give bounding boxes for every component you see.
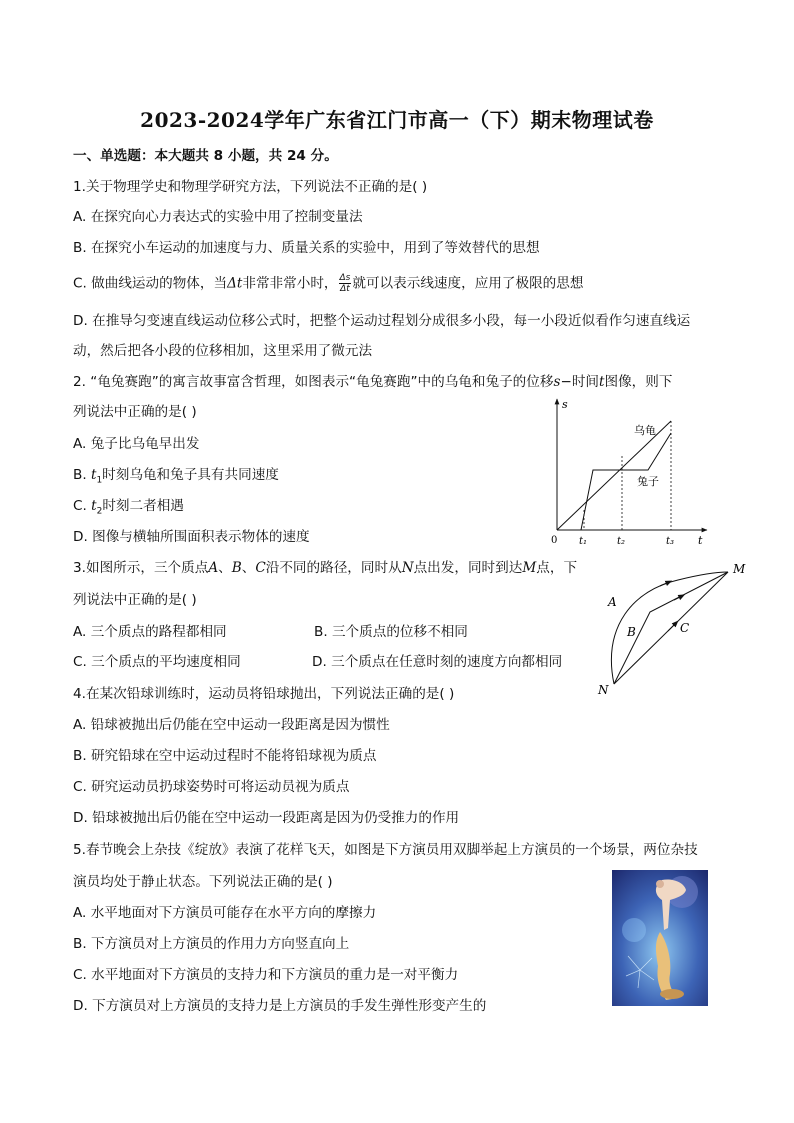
- q2-option-a: A. 兔子比乌龟早出发: [73, 436, 200, 452]
- q3-stem-sep1: 、: [218, 560, 232, 576]
- label-N: N: [598, 683, 609, 696]
- acrobat-photo: [612, 870, 708, 1006]
- q3-stem-N: N: [401, 560, 414, 576]
- path-b-arrow: [674, 596, 682, 600]
- q3-stem-sep2: 、: [241, 560, 256, 576]
- graph-x-label: t: [698, 534, 703, 547]
- q4-option-b: B. 研究铅球在空中运动过程时不能将铅球视为质点: [73, 748, 377, 764]
- q3-stem-line1: [73, 558, 577, 578]
- q3-stem-A: A: [208, 560, 219, 576]
- q3-stem-mid2: 点出发，同时到达: [413, 560, 523, 576]
- q2-stem-t: t: [599, 374, 605, 390]
- q1-option-d-line2: 动，然后把各小段的位移相加，这里采用了微元法: [73, 343, 373, 359]
- q2-option-d: D. 图像与横轴所围面积表示物体的速度: [73, 529, 310, 545]
- q5-option-c: C. 水平地面对下方演员的支持力和下方演员的重力是一对平衡力: [73, 967, 459, 983]
- q1-option-d-line1: D. 在推导匀变速直线运动位移公式时，把整个运动过程划分成很多小段，每一小段近似看作匀速直线运: [73, 313, 691, 329]
- q3-option-c: C. 三个质点的平均速度相同: [73, 654, 241, 670]
- q2-c-var: t: [91, 498, 97, 514]
- q2-stem-line2: 列说法中正确的是( ): [73, 404, 197, 420]
- q1-c-fraction: [339, 273, 352, 294]
- label-A: A: [608, 595, 617, 609]
- q1-c-post: 就可以表示线速度，应用了极限的思想: [352, 275, 584, 292]
- q2-c-pre: C.: [73, 498, 92, 514]
- exam-title: 2023-2024学年广东省江门市高一（下）期末物理试卷: [140, 108, 654, 132]
- q3-stem-line2: 列说法中正确的是( ): [73, 592, 197, 608]
- q3-stem-post: 点，下: [536, 560, 578, 576]
- q5-stem-line2: 演员均处于静止状态。下列说法正确的是( ): [73, 874, 333, 890]
- label-C: C: [680, 621, 690, 635]
- q3-option-b: B. 三个质点的位移不相同: [314, 624, 468, 640]
- q1-option-c: [73, 273, 583, 294]
- q5-option-b: B. 下方演员对上方演员的作用力方向竖直向上: [73, 936, 350, 952]
- path-a-arrow: [660, 582, 669, 586]
- q2-option-c: [73, 496, 184, 522]
- q2-stem-pre: 2. “龟兔赛跑”的寓言故事富含哲理，如图表示“龟兔赛跑”中的乌龟和兔子的位移: [73, 374, 554, 390]
- q4-stem: 4.在某次铅球训练时，运动员将铅球抛出，下列说法正确的是( ): [73, 686, 455, 702]
- q1-c-delta: Δt: [227, 275, 243, 292]
- t3-label: t₃: [666, 536, 675, 547]
- q3-stem-mid: 沿不同的路径，同时从: [265, 560, 402, 576]
- turtle-label: 乌龟: [634, 424, 656, 437]
- graph-origin: 0: [551, 535, 558, 546]
- q3-path-diagram: [594, 556, 754, 696]
- q4-option-a: A. 铅球被抛出后仍能在空中运动一段距离是因为惯性: [73, 717, 390, 733]
- graph-y-label: s: [562, 398, 568, 411]
- rabbit-label: 兔子: [637, 475, 659, 488]
- q2-st-graph: [545, 395, 715, 550]
- q1-c-mid: 非常非常小时，: [242, 275, 338, 292]
- q1-option-b: B. 在探究小车运动的加速度与力、质量关系的实验中，用到了等效替代的思想: [73, 240, 540, 256]
- q1-c-numerator: Δs: [339, 273, 351, 283]
- q4-option-c: C. 研究运动员扔球姿势时可将运动员视为质点: [73, 779, 350, 795]
- q3-option-a: A. 三个质点的路程都相同: [73, 624, 227, 640]
- t2-label: t₂: [617, 536, 626, 547]
- q3-stem-C: C: [255, 560, 266, 576]
- q5-stem-line1: 5.春节晚会上杂技《绽放》表演了花样飞天，如图是下方演员用双脚举起上方演员的一个场景，两位杂技: [73, 842, 698, 858]
- t1-label: t₁: [579, 536, 588, 547]
- q1-c-denominator: Δt: [340, 284, 350, 294]
- label-B: B: [627, 625, 636, 639]
- q3-stem-B: B: [231, 560, 242, 576]
- q3-stem-M: M: [522, 560, 537, 576]
- q2-stem-mid: −时间: [560, 374, 600, 390]
- q2-b-post: 时刻乌龟和兔子具有共同速度: [102, 467, 279, 483]
- q2-option-b: [73, 465, 279, 491]
- q2-stem-post: 图像，则下: [604, 374, 673, 390]
- q1-stem: 1.关于物理学史和物理学研究方法，下列说法不正确的是( ): [73, 179, 428, 195]
- q2-b-sub: 1: [96, 475, 103, 486]
- q2-c-post: 时刻二者相遇: [102, 498, 184, 514]
- q2-b-var: t: [90, 467, 97, 483]
- q1-c-pre: C. 做曲线运动的物体，当: [73, 275, 228, 292]
- q2-c-sub: 2: [96, 506, 103, 517]
- q4-option-d: D. 铅球被抛出后仍能在空中运动一段距离是因为仍受推力的作用: [73, 810, 460, 826]
- q2-b-pre: B.: [73, 467, 91, 483]
- q3-stem-pre: 3.如图所示，三个质点: [73, 560, 209, 576]
- q3-option-d: D. 三个质点在任意时刻的速度方向都相同: [312, 654, 563, 670]
- q1-option-a: A. 在探究向心力表达式的实验中用了控制变量法: [73, 209, 363, 225]
- label-M: M: [733, 562, 746, 576]
- q2-stem-s: s: [553, 374, 561, 390]
- q5-option-d: D. 下方演员对上方演员的支持力是上方演员的手发生弹性形变产生的: [73, 998, 487, 1014]
- q5-option-a: A. 水平地面对下方演员可能存在水平方向的摩擦力: [73, 905, 377, 921]
- section-heading: 一、单选题：本大题共 8 小题，共 24 分。: [73, 148, 338, 164]
- q2-stem-line1: [73, 372, 672, 392]
- path-c-arrow: [668, 623, 676, 631]
